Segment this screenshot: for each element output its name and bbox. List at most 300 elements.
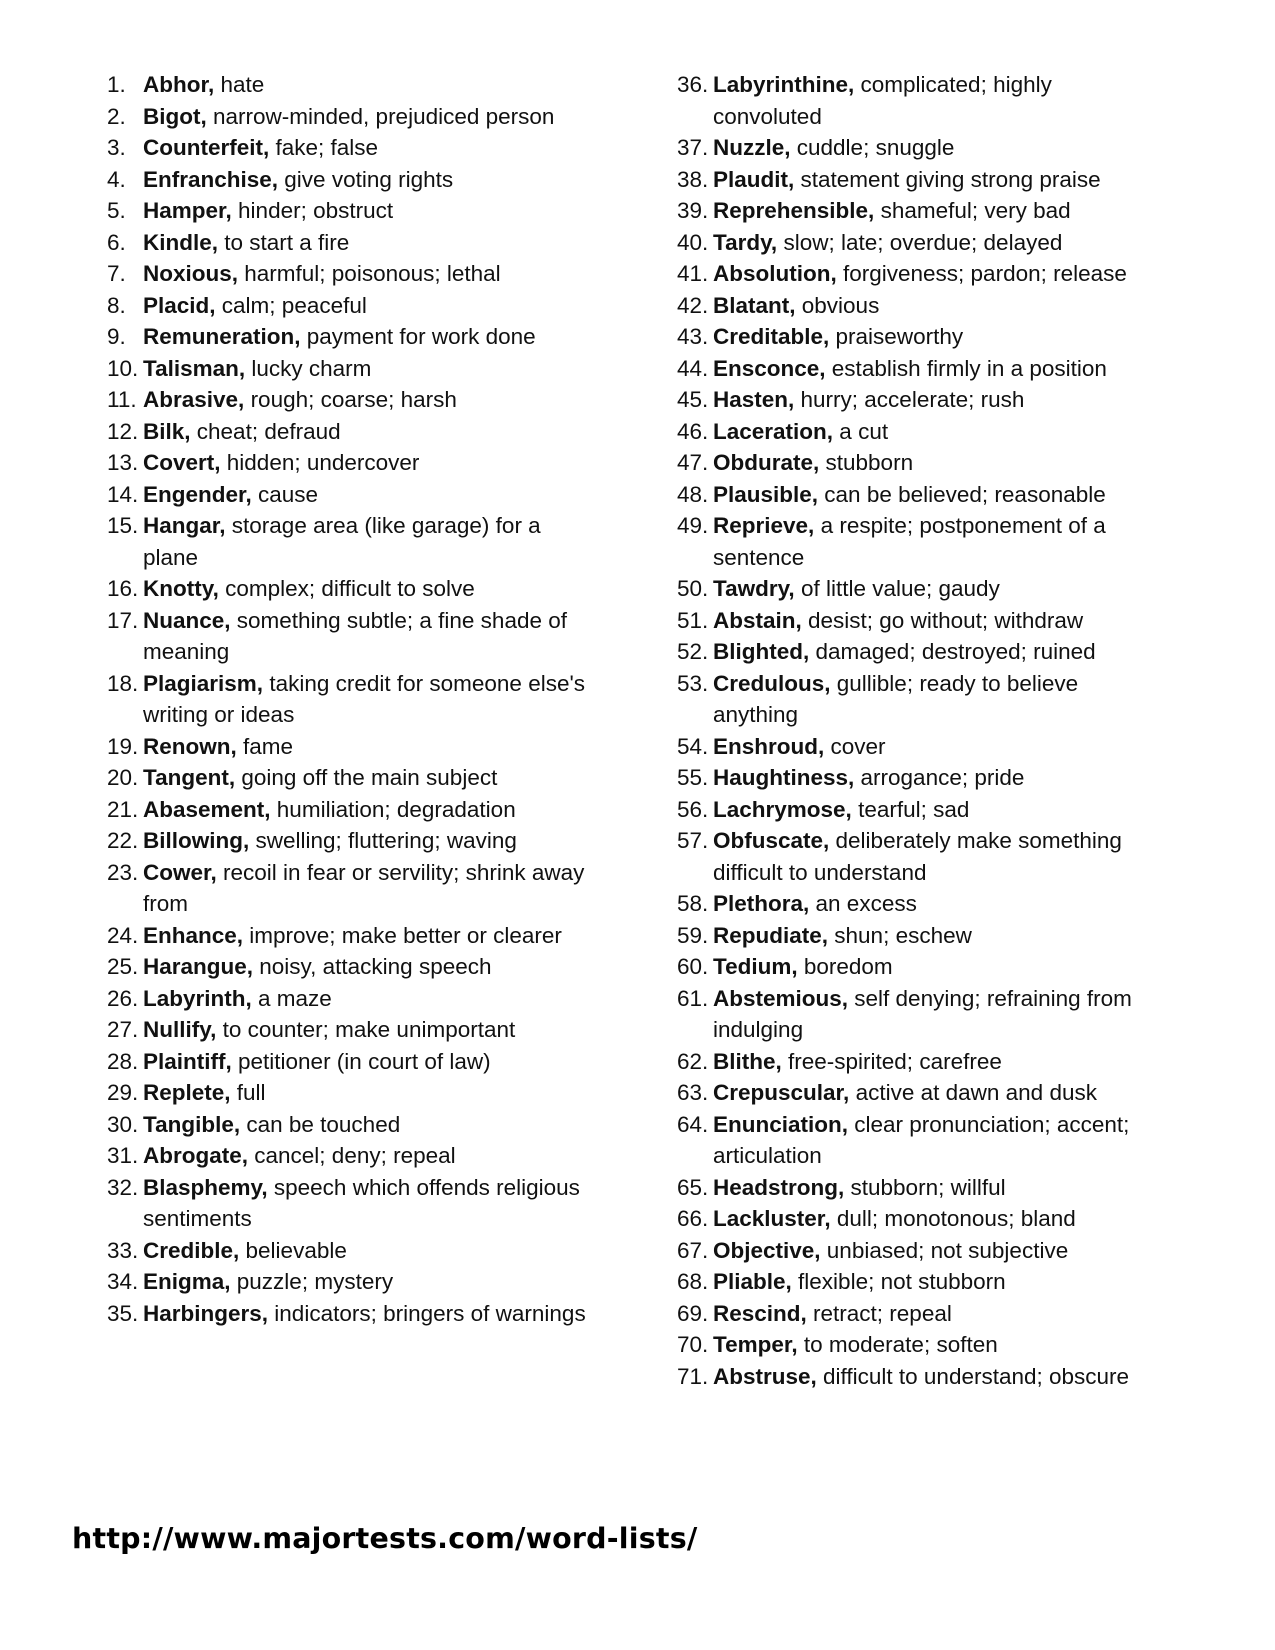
- vocab-entry: [107, 1077, 587, 1109]
- entry-definition: flexible; not stubborn: [791, 1269, 1006, 1294]
- entry-text: [713, 1077, 1157, 1109]
- entry-word: Abstemious,: [713, 985, 849, 1011]
- word-list-left-column: [107, 69, 587, 1329]
- vocab-entry: [677, 1172, 1157, 1204]
- vocab-entry: [107, 1046, 587, 1078]
- vocab-entry: [677, 1298, 1157, 1330]
- entry-text: [713, 636, 1157, 668]
- entry-number: 14.: [107, 481, 139, 507]
- entry-definition: can be touched: [240, 1111, 401, 1137]
- vocab-entry: [677, 69, 1157, 132]
- entry-text: [713, 794, 1157, 826]
- entry-number: 47.: [677, 450, 709, 475]
- entry-text: [143, 164, 587, 196]
- entry-word: Enhance,: [143, 922, 244, 948]
- entry-definition: praiseworthy: [829, 324, 964, 349]
- vocab-entry: [107, 573, 587, 605]
- entry-text: [143, 857, 587, 920]
- vocab-entry: [107, 510, 587, 573]
- entry-word: Counterfeit,: [143, 135, 270, 160]
- source-url-link[interactable]: http://www.majortests.com/word-lists/: [72, 1522, 698, 1555]
- vocab-entry: [677, 416, 1157, 448]
- entry-definition: tearful; sad: [851, 796, 970, 822]
- vocab-entry: [677, 668, 1157, 731]
- entry-text: [713, 605, 1157, 637]
- entry-text: [713, 983, 1157, 1046]
- entry-word: Bigot,: [143, 103, 207, 129]
- entry-word: Reprehensible,: [713, 198, 875, 223]
- entry-definition: a maze: [251, 985, 332, 1011]
- entry-number: 26.: [107, 985, 139, 1011]
- entry-definition: arrogance; pride: [854, 765, 1025, 790]
- entry-number: 67.: [677, 1237, 709, 1263]
- entry-definition: a cut: [833, 418, 889, 444]
- entry-number: 66.: [677, 1206, 709, 1231]
- entry-text: [713, 1361, 1157, 1393]
- entry-number: 37.: [677, 135, 709, 160]
- entry-definition: petitioner (in court of law): [231, 1048, 491, 1074]
- entry-definition: puzzle; mystery: [230, 1269, 394, 1294]
- entry-definition: taking credit for someone else's writing or ideas: [143, 670, 586, 727]
- entry-definition: hinder; obstruct: [231, 198, 394, 223]
- entry-word: Headstrong,: [713, 1174, 845, 1200]
- vocab-entry: [677, 794, 1157, 826]
- entry-text: [143, 1046, 587, 1078]
- entry-text: [713, 321, 1157, 353]
- entry-text: [143, 227, 587, 259]
- entry-word: Credulous,: [713, 670, 831, 696]
- entry-number: 45.: [677, 387, 709, 412]
- entry-number: 44.: [677, 355, 709, 381]
- entry-definition: a respite; postponement of a sentence: [713, 513, 1106, 570]
- vocab-entry: [677, 888, 1157, 920]
- entry-text: [713, 510, 1157, 573]
- entry-text: [143, 258, 587, 290]
- entry-definition: active at dawn and dusk: [849, 1080, 1097, 1105]
- entry-word: Plethora,: [713, 891, 810, 916]
- entry-word: Abhor,: [143, 72, 215, 97]
- entry-definition: gullible; ready to believe anything: [713, 670, 1079, 727]
- entry-word: Tangible,: [143, 1111, 241, 1137]
- vocab-entry: [677, 920, 1157, 952]
- entry-number: 51.: [677, 607, 709, 633]
- entry-text: [713, 447, 1157, 479]
- entry-number: 55.: [677, 765, 709, 790]
- entry-word: Covert,: [143, 450, 221, 475]
- entry-definition: fake; false: [269, 135, 379, 160]
- entry-text: [143, 195, 587, 227]
- entry-number: 27.: [107, 1017, 139, 1042]
- entry-definition: cheat; defraud: [190, 418, 341, 444]
- entry-number: 50.: [677, 576, 709, 601]
- vocab-entry: [677, 479, 1157, 511]
- entry-text: [143, 1172, 587, 1235]
- entry-text: [143, 510, 587, 573]
- entry-text: [713, 951, 1157, 983]
- entry-number: 62.: [677, 1048, 709, 1074]
- entry-number: 43.: [677, 324, 709, 349]
- vocab-entry: [107, 825, 587, 857]
- entry-text: [713, 1329, 1157, 1361]
- vocab-entry: [677, 1203, 1157, 1235]
- vocab-entry: [107, 857, 587, 920]
- entry-definition: obvious: [795, 292, 880, 318]
- entry-definition: deliberately make something difficult to understand: [713, 828, 1122, 885]
- entry-definition: storage area (like garage) for a plane: [143, 513, 541, 570]
- vocab-entry: [107, 605, 587, 668]
- vocab-entry: [677, 384, 1157, 416]
- entry-number: 20.: [107, 765, 139, 790]
- entry-definition: going off the main subject: [235, 765, 498, 790]
- entry-text: [713, 1235, 1157, 1267]
- entry-number: 39.: [677, 198, 709, 223]
- entry-word: Temper,: [713, 1332, 798, 1357]
- vocab-entry: [677, 447, 1157, 479]
- entry-number: 49.: [677, 513, 709, 538]
- entry-word: Labyrinth,: [143, 985, 252, 1011]
- vocab-entry: [677, 258, 1157, 290]
- entry-definition: retract; repeal: [806, 1300, 952, 1326]
- entry-number: 9.: [107, 324, 126, 349]
- entry-number: 34.: [107, 1269, 139, 1294]
- vocab-entry: [107, 794, 587, 826]
- entry-definition: something subtle; a fine shade of meaning: [143, 607, 567, 664]
- vocab-entry: [677, 1266, 1157, 1298]
- entry-word: Tedium,: [713, 954, 798, 979]
- vocab-entry: [677, 951, 1157, 983]
- vocab-entry: [107, 479, 587, 511]
- vocab-entry: [107, 69, 587, 101]
- vocab-entry: [107, 1109, 587, 1141]
- entry-number: 19.: [107, 733, 139, 759]
- entry-word: Lackluster,: [713, 1206, 831, 1231]
- entry-word: Nullify,: [143, 1017, 217, 1042]
- entry-definition: statement giving strong praise: [794, 166, 1101, 192]
- entry-text: [713, 353, 1157, 385]
- entry-definition: calm; peaceful: [215, 292, 367, 318]
- entry-definition: believable: [239, 1237, 347, 1263]
- entry-definition: cuddle; snuggle: [790, 135, 955, 160]
- entry-word: Objective,: [713, 1237, 821, 1263]
- entry-definition: free-spirited; carefree: [781, 1048, 1002, 1074]
- vocab-entry: [107, 447, 587, 479]
- entry-word: Kindle,: [143, 229, 219, 255]
- entry-text: [713, 731, 1157, 763]
- entry-definition: slow; late; overdue; delayed: [777, 229, 1063, 255]
- entry-number: 41.: [677, 261, 709, 286]
- entry-word: Crepuscular,: [713, 1080, 850, 1105]
- entry-word: Obfuscate,: [713, 828, 830, 853]
- vocab-entry: [107, 1140, 587, 1172]
- entry-word: Talisman,: [143, 355, 246, 381]
- entry-definition: humiliation; degradation: [270, 796, 516, 822]
- vocab-entry: [107, 195, 587, 227]
- entry-text: [143, 290, 587, 322]
- entry-text: [713, 668, 1157, 731]
- entry-number: 11.: [107, 387, 137, 412]
- entry-definition: stubborn; willful: [844, 1174, 1006, 1200]
- entry-definition: cover: [824, 733, 886, 759]
- entry-text: [143, 573, 587, 605]
- vocab-entry: [677, 510, 1157, 573]
- vocab-entry: [107, 384, 587, 416]
- entry-text: [713, 258, 1157, 290]
- vocab-entry: [677, 636, 1157, 668]
- entry-word: Hangar,: [143, 513, 226, 538]
- entry-number: 64.: [677, 1111, 709, 1137]
- entry-word: Reprieve,: [713, 513, 815, 538]
- entry-number: 16.: [107, 576, 139, 601]
- entry-number: 54.: [677, 733, 709, 759]
- entry-text: [143, 447, 587, 479]
- entry-word: Knotty,: [143, 576, 219, 601]
- entry-text: [713, 888, 1157, 920]
- entry-number: 18.: [107, 670, 139, 696]
- vocab-entry: [107, 290, 587, 322]
- entry-number: 52.: [677, 639, 709, 664]
- vocab-entry: [677, 1109, 1157, 1172]
- vocab-entry: [107, 416, 587, 448]
- entry-text: [713, 195, 1157, 227]
- entry-number: 10.: [107, 355, 139, 381]
- entry-word: Ensconce,: [713, 355, 826, 381]
- entry-word: Repudiate,: [713, 922, 829, 948]
- entry-definition: indicators; bringers of warnings: [268, 1300, 586, 1326]
- entry-word: Blithe,: [713, 1048, 782, 1074]
- entry-text: [713, 573, 1157, 605]
- entry-number: 56.: [677, 796, 709, 822]
- entry-number: 61.: [677, 985, 709, 1011]
- entry-number: 59.: [677, 922, 709, 948]
- entry-word: Rescind,: [713, 1300, 807, 1326]
- entry-word: Creditable,: [713, 324, 830, 349]
- entry-word: Abrogate,: [143, 1143, 249, 1168]
- vocab-entry: [107, 1014, 587, 1046]
- entry-definition: to moderate; soften: [797, 1332, 998, 1357]
- entry-number: 65.: [677, 1174, 709, 1200]
- entry-definition: hate: [214, 72, 265, 97]
- entry-text: [143, 1140, 587, 1172]
- entry-number: 17.: [107, 607, 139, 633]
- vocab-entry: [107, 101, 587, 133]
- entry-definition: desist; go without; withdraw: [801, 607, 1084, 633]
- entry-definition: hidden; undercover: [220, 450, 420, 475]
- vocab-entry: [677, 290, 1157, 322]
- entry-word: Tangent,: [143, 765, 236, 790]
- entry-text: [143, 951, 587, 983]
- entry-definition: to start a fire: [218, 229, 350, 255]
- vocab-entry: [107, 1298, 587, 1330]
- entry-word: Laceration,: [713, 418, 834, 444]
- entry-word: Abrasive,: [143, 387, 245, 412]
- entry-number: 21.: [107, 796, 139, 822]
- entry-word: Abstruse,: [713, 1363, 817, 1389]
- entry-text: [713, 1046, 1157, 1078]
- vocab-entry: [677, 164, 1157, 196]
- vocab-entry: [107, 227, 587, 259]
- vocab-entry: [677, 132, 1157, 164]
- entry-definition: unbiased; not subjective: [820, 1237, 1069, 1263]
- entry-text: [143, 731, 587, 763]
- vocab-entry: [677, 195, 1157, 227]
- entry-text: [713, 132, 1157, 164]
- entry-definition: an excess: [809, 891, 917, 916]
- entry-text: [713, 164, 1157, 196]
- entry-definition: hurry; accelerate; rush: [794, 387, 1025, 412]
- entry-word: Enshroud,: [713, 733, 825, 759]
- entry-text: [713, 69, 1157, 132]
- entry-number: 12.: [107, 418, 139, 444]
- entry-word: Abasement,: [143, 796, 271, 822]
- entry-definition: lucky charm: [245, 355, 372, 381]
- vocab-entry: [107, 321, 587, 353]
- entry-number: 40.: [677, 229, 709, 255]
- entry-text: [713, 479, 1157, 511]
- vocab-entry: [677, 321, 1157, 353]
- entry-text: [143, 1266, 587, 1298]
- entry-definition: establish firmly in a position: [825, 355, 1107, 381]
- entry-text: [713, 416, 1157, 448]
- entry-definition: noisy, attacking speech: [253, 954, 492, 979]
- entry-definition: dull; monotonous; bland: [830, 1206, 1076, 1231]
- entry-word: Enfranchise,: [143, 166, 279, 192]
- entry-number: 33.: [107, 1237, 139, 1263]
- entry-text: [143, 132, 587, 164]
- entry-text: [713, 1298, 1157, 1330]
- entry-number: 1.: [107, 72, 126, 97]
- vocab-entry: [677, 227, 1157, 259]
- entry-number: 70.: [677, 1332, 709, 1357]
- entry-number: 29.: [107, 1080, 139, 1105]
- entry-text: [143, 762, 587, 794]
- entry-word: Engender,: [143, 481, 252, 507]
- entry-number: 31.: [107, 1143, 139, 1168]
- entry-number: 4.: [107, 166, 126, 192]
- entry-number: 2.: [107, 103, 126, 129]
- entry-number: 3.: [107, 135, 126, 160]
- entry-number: 68.: [677, 1269, 709, 1294]
- vocab-entry: [677, 983, 1157, 1046]
- vocab-entry: [107, 1235, 587, 1267]
- entry-word: Remuneration,: [143, 324, 301, 349]
- entry-text: [143, 416, 587, 448]
- entry-definition: of little value; gaudy: [794, 576, 1000, 601]
- entry-text: [143, 69, 587, 101]
- entry-text: [143, 920, 587, 952]
- entry-text: [143, 1014, 587, 1046]
- entry-word: Pliable,: [713, 1269, 792, 1294]
- entry-number: 8.: [107, 292, 126, 318]
- entry-definition: give voting rights: [278, 166, 454, 192]
- entry-text: [143, 384, 587, 416]
- entry-definition: full: [230, 1080, 266, 1105]
- entry-text: [143, 668, 587, 731]
- vocab-entry: [107, 731, 587, 763]
- vocab-entry: [107, 1172, 587, 1235]
- entry-number: 38.: [677, 166, 709, 192]
- entry-word: Nuzzle,: [713, 135, 791, 160]
- entry-word: Blatant,: [713, 292, 796, 318]
- vocab-entry: [107, 920, 587, 952]
- entry-word: Hasten,: [713, 387, 795, 412]
- entry-word: Blasphemy,: [143, 1174, 268, 1200]
- vocab-entry: [677, 731, 1157, 763]
- entry-word: Hamper,: [143, 198, 232, 223]
- vocab-entry: [107, 951, 587, 983]
- entry-word: Harangue,: [143, 954, 254, 979]
- vocab-entry: [677, 762, 1157, 794]
- entry-number: 36.: [677, 72, 709, 97]
- entry-definition: clear pronunciation; accent; articulation: [713, 1111, 1130, 1168]
- entry-definition: payment for work done: [300, 324, 536, 349]
- entry-definition: self denying; refraining from indulging: [713, 985, 1132, 1042]
- vocab-entry: [107, 1266, 587, 1298]
- entry-definition: swelling; fluttering; waving: [249, 828, 517, 853]
- entry-number: 58.: [677, 891, 709, 916]
- entry-word: Lachrymose,: [713, 796, 852, 822]
- entry-text: [713, 227, 1157, 259]
- entry-number: 60.: [677, 954, 709, 979]
- entry-definition: to counter; make unimportant: [216, 1017, 516, 1042]
- entry-definition: difficult to understand; obscure: [816, 1363, 1130, 1389]
- entry-word: Enigma,: [143, 1269, 231, 1294]
- vocab-entry: [677, 1077, 1157, 1109]
- entry-word: Plagiarism,: [143, 670, 264, 696]
- entry-number: 48.: [677, 481, 709, 507]
- entry-word: Nuance,: [143, 607, 231, 633]
- entry-word: Plaintiff,: [143, 1048, 232, 1074]
- entry-word: Abstain,: [713, 607, 802, 633]
- entry-definition: boredom: [797, 954, 893, 979]
- entry-word: Bilk,: [143, 418, 191, 444]
- entry-word: Billowing,: [143, 828, 250, 853]
- vocab-entry: [677, 353, 1157, 385]
- vocab-entry: [107, 164, 587, 196]
- vocab-entry: [107, 353, 587, 385]
- entry-text: [713, 762, 1157, 794]
- entry-definition: rough; coarse; harsh: [244, 387, 457, 412]
- entry-word: Obdurate,: [713, 450, 820, 475]
- vocab-entry: [677, 605, 1157, 637]
- entry-text: [713, 1172, 1157, 1204]
- entry-definition: narrow-minded, prejudiced person: [206, 103, 555, 129]
- entry-text: [143, 1109, 587, 1141]
- entry-text: [143, 794, 587, 826]
- entry-text: [143, 321, 587, 353]
- entry-number: 23.: [107, 859, 139, 885]
- entry-text: [143, 479, 587, 511]
- vocab-entry: [677, 573, 1157, 605]
- entry-word: Absolution,: [713, 261, 837, 286]
- entry-number: 30.: [107, 1111, 139, 1137]
- entry-number: 57.: [677, 828, 709, 853]
- entry-word: Plaudit,: [713, 166, 795, 192]
- entry-number: 32.: [107, 1174, 139, 1200]
- entry-text: [143, 605, 587, 668]
- entry-text: [713, 384, 1157, 416]
- entry-text: [713, 825, 1157, 888]
- entry-word: Tawdry,: [713, 576, 795, 601]
- vocab-entry: [107, 132, 587, 164]
- entry-number: 5.: [107, 198, 126, 223]
- entry-text: [143, 983, 587, 1015]
- vocab-entry: [677, 1329, 1157, 1361]
- entry-number: 69.: [677, 1300, 709, 1326]
- entry-number: 71.: [677, 1363, 709, 1389]
- entry-number: 6.: [107, 229, 126, 255]
- entry-definition: shun; eschew: [828, 922, 972, 948]
- entry-text: [143, 1298, 587, 1330]
